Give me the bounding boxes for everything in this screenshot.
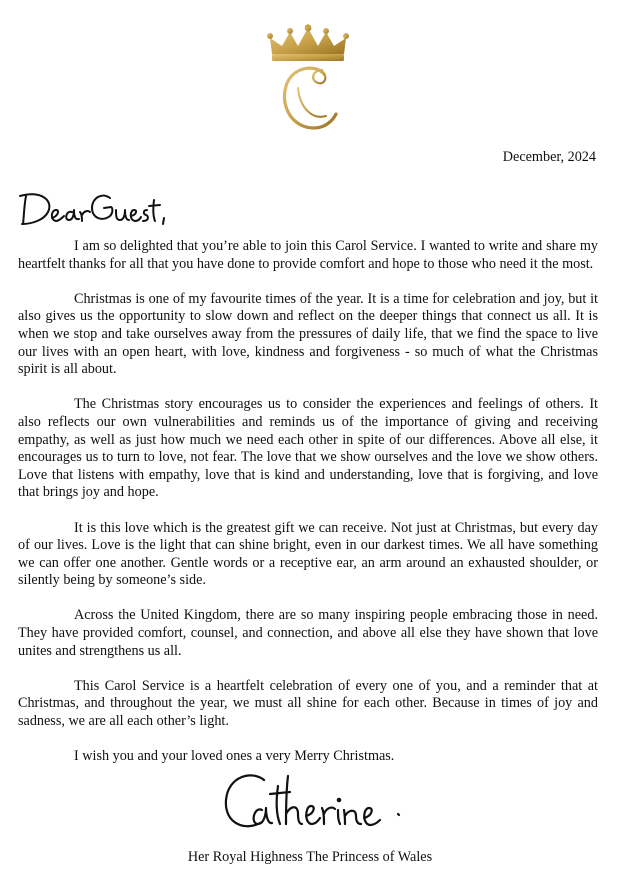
paragraph: The Christmas story encourages us to consider the experiences and feelings of others. It also reflects our own vulnerabilities and reminds us of the importance of giving and receiving empathy, as well as just how much we need each other in spite of our differences. Above all else, it encourages us to turn to love, not fear. The love that we show ourselves and the love we show others. Love that listens with empathy, love that is kind and understanding, love that is forgiving, and love that brings joy and hope. (18, 396, 598, 501)
signoff-title: Her Royal Highness The Princess of Wales (187, 849, 433, 865)
letter-date: December, 2024 (502, 149, 596, 165)
closing-line: I wish you and your loved ones a very Merry Christmas. (74, 748, 395, 765)
paragraph: Christmas is one of my favourite times of the year. It is a time for celebration and joy, but it also gives us the opportunity to slow down and reflect on the deeper things that connect us all. It is when we stop and take ourselves away from the pressures of daily life, that we find the space to live our lives with an open heart, with love, kindness and forgiveness - so much of what the Christmas spirit is all about. (18, 290, 598, 378)
paragraph: This Carol Service is a heartfelt celebration of every one of you, and a reminder that at Christmas, and throughout the year, we must all shine for each other. Because in times of joy and sadness, we are all each other’s light. (18, 677, 598, 730)
signature-handwritten (222, 770, 407, 838)
paragraph: It is this love which is the greatest gift we can receive. Not just at Christmas, but every day of our lives. Love is the light that can shine bright, even in our darkest times. We all have something we can offer one another. Gentle words or a receptive ear, an arm around an exhausted shoulder, or silently being by someone’s side. (18, 519, 598, 589)
crowned-monogram-icon (262, 24, 354, 136)
salutation-handwritten (18, 188, 168, 230)
letter-body (18, 238, 598, 766)
paragraph: I am so delighted that you’re able to join this Carol Service. I wanted to write and share my heartfelt thanks for all that you have done to provide comfort and hope to those who need it the most. (18, 238, 598, 272)
paragraph: Across the United Kingdom, there are so many inspiring people embracing those in need. They have provided comfort, counsel, and connection, and above all else they have shown that love unites and strengthens us all. (18, 607, 598, 659)
